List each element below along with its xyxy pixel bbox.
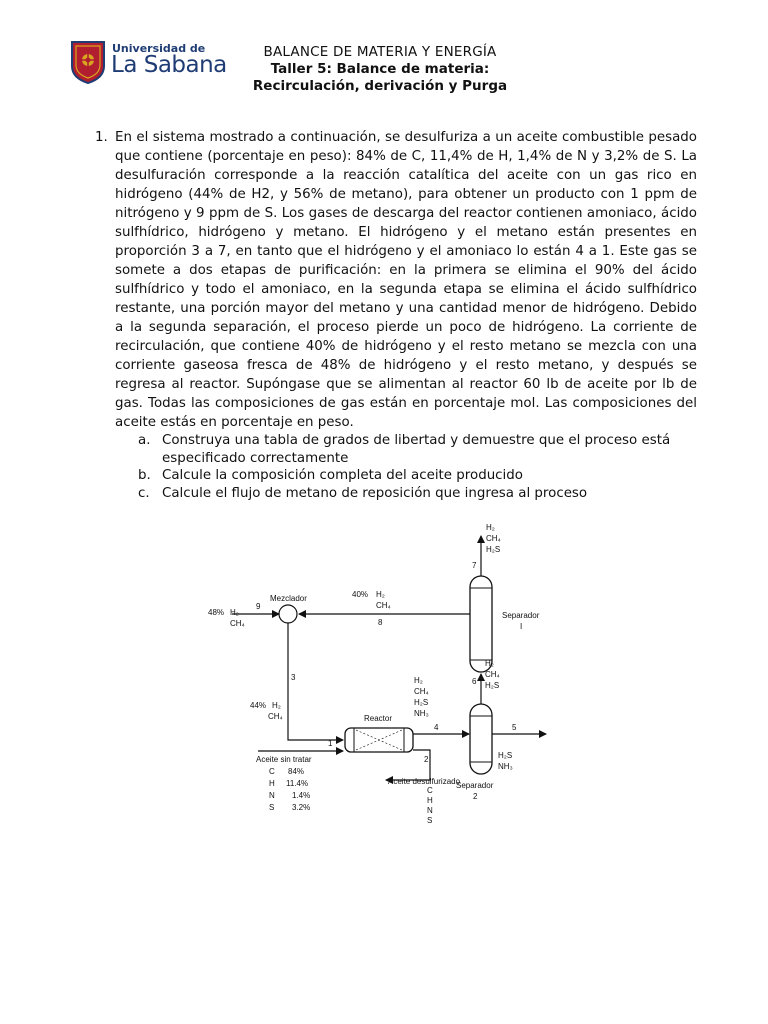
subitem-letter: b. (138, 468, 151, 483)
separator-1-number: I (520, 622, 523, 631)
sep2-out-1: H₂S (498, 751, 513, 760)
separator-1-label: Separador (502, 611, 540, 620)
mixer-unit (279, 605, 297, 623)
workshop-topic: Recirculación, derivación y Purga (252, 78, 508, 94)
stream-3-c2: CH₄ (268, 712, 283, 721)
workshop-title: Taller 5: Balance de materia: (270, 61, 490, 77)
mixer-label: Mezclador (270, 594, 307, 603)
stream-1-number: 1 (328, 739, 333, 748)
top-out-3: H₂S (486, 545, 501, 554)
university-logo (70, 40, 227, 86)
feed-gas-c2: CH₄ (230, 619, 245, 628)
recycle-pct: 40% (352, 590, 369, 599)
reactor-label: Reactor (364, 714, 393, 723)
stream-9-number: 9 (256, 602, 261, 611)
reactor-out-4: NH₃ (414, 709, 429, 718)
subitem-letter: c. (138, 485, 150, 501)
recycle-c1: H₂ (376, 590, 385, 599)
problem-text: En el sistema mostrado a continuación, se desulfuriza a un aceite combustible pesado que contiene (porcentaje en peso): 84% de C, 11,4% de H, 1,4% de N y 3,2% de S. La desulfuración corresponde a la reacción catalítica del aceite con un gas rico en hidrógeno (44% de H2, y 56% de metano), para obtener un producto con 1 ppm de nitrógeno y 9 ppm de S. Los gases de descarga del reactor contienen amoniaco, ácido sulfhídrico, hidrógeno y metano. El hidrógeno y el metano están presentes en proporción 3 a 7, en tanto que el hidrógeno y el amoniaco lo están 4 a 1. Este gas se somete a dos etapas de purificación: en la primera se elimina el 90% del ácido sulfhídrico y todo el amoniaco, en la segunda etapa se elimina el ácido sulfhídrico restante, una porción mayor del metano y una cantidad menor de hidrógeno. Debido a la segunda separación, el proceso pierde un poco de hidrógeno. La corriente de recirculación, que contiene 40% de hidrógeno y el resto metano se mezcla con una corriente gaseosa fresca de 48% de hidrógeno y el resto metano, y después se regresa al reactor. Supóngase que se alimentan al reactor 60 lb de aceite por lb de gas. Todas las composiciones de gas están en porcentaje mol. Las composiciones del aceite estás en porcentaje en peso. (115, 130, 697, 430)
sep2-out-2: NH₃ (498, 762, 513, 771)
subitem-text: Calcule la composición completa del aceite producido (162, 468, 523, 483)
oil-out-el-c: C (427, 786, 433, 795)
oil-in-val-n: 1.4% (292, 791, 311, 800)
recycle-c2: CH₄ (376, 601, 391, 610)
stream-5-number: 5 (512, 723, 517, 732)
separator-2-label: Separador (456, 781, 494, 790)
oil-in-val-c: 84% (288, 767, 305, 776)
subitems-list (138, 432, 698, 502)
stream-3-pct: 44% (250, 701, 267, 710)
mid-stream-2: CH₄ (485, 670, 500, 679)
stream-8-number: 8 (378, 618, 383, 627)
feed-gas-pct: 48% (208, 608, 225, 617)
oil-in-el-c: C (269, 767, 275, 776)
logo-line1: Universidad de (112, 42, 206, 55)
stream-3-line (288, 623, 343, 740)
separator-2-number: 2 (473, 792, 478, 801)
oil-out-el-s: S (427, 816, 433, 825)
oil-in-el-h: H (269, 779, 275, 788)
reactor-out-3: H₂S (414, 698, 429, 707)
process-diagram-svg (180, 518, 560, 830)
oil-out-el-n: N (427, 806, 433, 815)
oil-in-val-s: 3.2% (292, 803, 311, 812)
oil-in-val-h: 11.4% (286, 779, 309, 788)
reactor-out-1: H₂ (414, 676, 423, 685)
oil-in-el-n: N (269, 791, 275, 800)
separator-2-vessel (470, 704, 492, 774)
stream-2-number: 2 (424, 755, 429, 764)
oil-in-title: Aceite sin tratar (256, 755, 312, 764)
document-header (225, 44, 535, 95)
reactor-out-2: CH₄ (414, 687, 429, 696)
stream-4-number: 4 (434, 723, 439, 732)
subitem-text: Construya una tabla de grados de libertad y demuestre que el proceso está especificado correctamente (162, 433, 671, 466)
process-flow-diagram (180, 518, 560, 830)
problem-1 (95, 128, 697, 432)
shield-icon (70, 40, 106, 84)
subitem-letter: a. (138, 433, 151, 448)
stream-6-number: 6 (472, 677, 477, 686)
subitem-text: Calcule el flujo de metano de reposición que ingresa al proceso (162, 485, 588, 501)
separator-1-vessel (470, 576, 492, 672)
feed-gas-c1: H₂ (230, 608, 239, 617)
problem-number: 1. (95, 130, 108, 145)
oil-out-el-h: H (427, 796, 433, 805)
stream-3-number: 3 (291, 673, 296, 682)
list-item (138, 485, 698, 503)
list-item (138, 432, 698, 467)
stream-3-c1: H₂ (272, 701, 281, 710)
mid-stream-3: H₂S (485, 681, 500, 690)
top-out-2: CH₄ (486, 534, 501, 543)
course-title: BALANCE DE MATERIA Y ENERGÍA (263, 44, 497, 60)
list-item (138, 467, 698, 485)
oil-in-el-s: S (269, 803, 275, 812)
stream-7-number: 7 (472, 561, 477, 570)
mid-stream-1: H₂ (485, 659, 494, 668)
oil-out-title: Aceite desulfurizado (388, 777, 461, 786)
top-out-1: H₂ (486, 523, 495, 532)
logo-line2: La Sabana (111, 52, 227, 78)
